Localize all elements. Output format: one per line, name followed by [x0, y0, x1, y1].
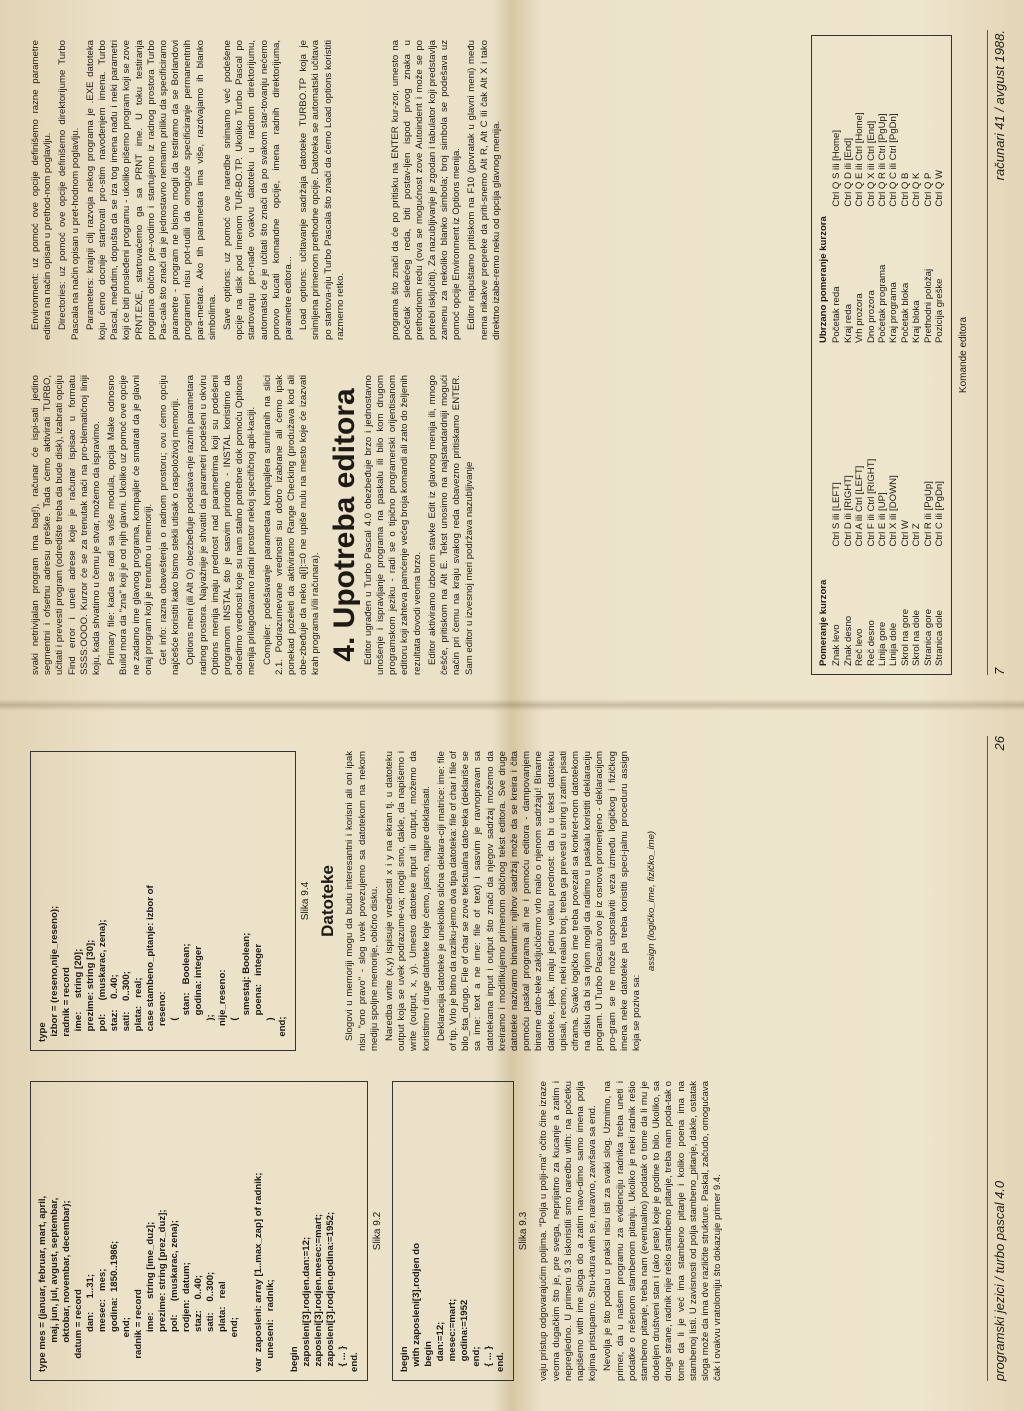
table-row: [900, 44, 911, 343]
fast-cursor-movement-table: [818, 44, 945, 343]
paragraph: Save options: uz pomoć ove naredbe snimamo već podešene opcije na disk pod imenom TUR-BO.TP. Ukoliko Turbo Pascal po startovanju pro-nađe ovakvu datoteku u radnom direktorijumu, automatski će je učitati što znači da po svakom star-tovanju nećemo ponovo kucati komandne opcije, imena radnih direktorijuma, parametre editora...: [222, 40, 295, 340]
table-row: [854, 44, 865, 343]
paragraph: Compiler: podešavanje parametara kompajlera sumiranih na slici 2.1. Podrazumevane vrednosti su dobro izabrane ali ćemo ipak ponekad poželeti da aktiviramo Range Checking (produžava kod ali obe-zbeđuje da neko a[i]:=0 ne upiše nulu na mesto koje će izazvati krah programa i/ili računara).: [261, 375, 322, 675]
key-action: Linija dole: [888, 622, 900, 666]
table-header: Pomeranje kurzora: [818, 579, 829, 666]
table-row: [934, 367, 945, 666]
right-page-column-1: [30, 375, 479, 675]
paragraph: Load options: učitavanje sadržaja datoteke TURBO.TP koja je snimljena primenom prethodne opcije. Datoteka se automatski učitava po startova-nju Turbo Pascala što znači da ćemo Load options koristiti razmerno retko.: [298, 40, 346, 340]
key-action: Reč levo: [854, 628, 866, 666]
page-number: 26: [992, 736, 1007, 751]
key-combo: Ctrl Q S ili [Home]: [831, 129, 843, 207]
paragraph: Slogovi u memoriji mogu da budu interesantni i korisni ali oni ipak nisu "ono pravo" - slog uvek povezujemo sa datotekom na nekom mediju spoljne memorije, obično disku.: [344, 751, 380, 1051]
paragraph: Options meni (ili Alt O) obezbeđuje podešava-nje raznih parametara radnog prostora. Najvažnije je shvatiti da parametri podešeni u okviru Options menija imaju prednost nad parametrima koji su podešeni programom INSTAL što je sasvim prirodno - INSTAL koristimo da odredimo vrednosti koje su nam stalno potrebne dok pomoću Options menija prilagođavamo radni prostor nekoj specifičnoj apli-kaciji.: [185, 375, 258, 675]
paragraph: Nevolja je što podaci u praksi nisu isti za svaki slog. Uzmimo, na primer, da u našem programu za evidenciju radnika treba uneti i podatke o rešenom stambenom pitanju. Ukoliko je neki radnik rešio stambeno pitanje, treba nam (eventualno) podatak o tome da li mu je dodeljen društveni stan i (ako jeste) koje je godine to bilo. Ukoliko, sa druge strane, radnik nije rešio stambeno pitanje, treba nam poda-tak o tome da li je već ima stambeno pitanje i koliko poena ima na stambenoj listi. U zavisnosti od polja stambeno_pitanje, dakle, ostatak sloga može da ima dve različite strukture. Paskal, začudo, omogućava čak i ovakvu vratolomiju što dokazuje primer 9.4.: [602, 1081, 724, 1381]
table-row: [843, 44, 854, 343]
code-listing-9-4: [30, 751, 296, 1051]
table-row: [831, 44, 842, 343]
paragraph: svaki netrivijalan program ima bag!), računar će ispi-sati jedino segmentni i ofsetnu adresu greške. Tada ćemo aktivirati TURBO, učitati i prevesti program (odredište treba da bude disk), izabrati opciju Find error i uneti adrese koje je računar ispisao u formatu SSSS:OOOO. Kurzor će se za trenutak naći na pro-blematičnoj liniji koju, kada shvatimo u čemu je stvar, možemo da ispravimo.: [30, 375, 103, 675]
issue-info: računari 41 / avgust 1988.: [992, 30, 1007, 181]
key-action: Kraj programa: [888, 282, 900, 343]
paragraph: Editor aktiviramo izborom stavke Edit iz glavnog menija ili, mnogo češće, pritiskom na Alt E. Tekst unosimo na najstandardniji mogući način pri čemu na kraju svakog reda obavezno pritiskamo ENTER. Sam editor u izvesnoj meri podržava nazubljivanje: [426, 375, 475, 675]
paragraph: vaju pristup odgovarajućim poljima. "Polja u polji-ma" očito čine izraze veoma dugačkim što je, pre svega, nepriјatno za kucanje a zatim i nepregledno. U primeru 9.3 iskoristili smo naredbu with: na početku napišemo with ime sloga do a zatim navo-dimo samo imena polja kojima pristupamo. Stru-ktura with se, naravno, završava sa end.: [538, 1081, 599, 1381]
paragraph: Directories: uz pomoć ove opcije definišemo direktorijume Turbo Pascala na način opisan u pret-hodnom poglavlju.: [57, 40, 81, 340]
key-action: Skrol na dole: [911, 610, 923, 666]
page-number: 7: [992, 667, 1007, 675]
figure-caption-editor-commands: Komande editora: [958, 316, 970, 394]
table-row: [934, 44, 945, 343]
key-action: Pozicija greške: [934, 278, 946, 343]
code-9-4: type izbor = (reseno,nije_reseno); radnik = record ime: string [20]; prezime: string [30]; pol: (muskarac, zena); staz: 0..40; sati: 0..300; plata: real; case stambeno_pitanje: izbor of reseno: ( stan: Boolean; godina: integer ); nije_reseno: ( smestaj: Boolean; poena: integer ) end;: [37, 885, 288, 1042]
key-combo: Ctrl X ili [DOWN]: [888, 475, 900, 547]
table-header: Ubrzano pomeranje kurzora: [818, 216, 829, 343]
key-combo: Ctrl Q X ili Ctrl [End]: [865, 120, 877, 207]
key-action: Linija gore: [877, 621, 889, 666]
key-combo: Ctrl Z: [911, 523, 923, 547]
footer-title: programski jezici / turbo pascal 4.0: [992, 1180, 1007, 1381]
key-action: Početak bloka: [899, 282, 911, 343]
key-action: Znak levo: [831, 624, 843, 666]
key-combo: Ctrl D ili [RIGHT]: [842, 475, 854, 547]
key-action: Početak reda: [831, 286, 843, 343]
table-row: [923, 44, 934, 343]
key-action: Početak programa: [877, 264, 889, 343]
table-row: [923, 367, 934, 666]
paragraph: Primary file: kada se radi sa više modula, opcija Make odnosno Build mora da "zna" koji je od njih glavni. Ukoliko uz pomoć ove opcije ne zadamo ime glavnog programa, kompajler će smatrati da je glavni onaj program koji je trenutno u memoriji.: [106, 375, 154, 675]
figure-caption-9-3: Slika 9.3: [518, 1211, 530, 1251]
code-listing-9-3: [392, 1081, 514, 1381]
key-combo: Ctrl Q W: [934, 169, 946, 207]
key-combo: Ctrl Q E ili Ctrl [Home]: [854, 112, 866, 207]
left-page-column-1: [30, 1081, 727, 1381]
key-combo: Ctrl Q C ili Ctrl [PgDn]: [888, 113, 900, 207]
left-page: [0, 706, 1024, 1411]
right-page: [0, 0, 1024, 705]
key-combo: Ctrl Q B: [899, 172, 911, 207]
paragraph: Deklaracija datoteke je unekoliko slična deklara-ciji matrice: ime: file of tip. Vrlo je bitno da razliku-jemo dva tipa datoteka: file of char i file of bilo_šta_drugo. File of char se zove tekstualna dato-teka (deklariše se sa ime: text a ne ime: file of text) i sasvim je ravnopravan sa datotekama input i output što znači da njegov sadržaj možemo da kreiramo i modifikujemo primenom običnog tekst editora. Sve druge datoteke nazivamo binarnim: njihov sadržaj može da se kreira i čita pomoću paskal programa ali ne i pomoću editora - dampovanjem binarne dato-teke zaključićemo vrlo malo o njenom sadržaju! Binarne datoteke, ipak, imaju jednu veliku prednost: da bi u tekst datoteku upisali, recimo, neki realan broj, treba ga prevesti u string i zatim pisati ciframa. Svako logičko ime treba povezati sa konkret-nom datotekom na disku da bi sa njom mogli da radimo u paskalu koristiti deklaraciju program. U Turbo Pascalu ovo je iz osnova promenjeno - deklaracijom pro-gram se ne može uspostaviti veza između logičkog i fizičkog imena neke datoteke pa treba koristiti speci-jalnu proceduru assign koja se poziva sa:: [435, 751, 643, 1051]
chapter-heading: 4. Upotreba editora: [327, 388, 361, 662]
figure-caption-9-2: Slika 9.2: [372, 1211, 383, 1251]
key-action: Skrol na gore: [899, 608, 911, 666]
key-action: Vrh prozora: [854, 293, 866, 343]
key-combo: Ctrl R ili [PgUp]: [922, 481, 934, 547]
paragraph: Parameters: krajnji cilj razvoja nekog programa je .EXE datoteka koju ćemo docnije startovati pro-stim navođenjem imena. Turbo Pascal, međutim, dopušta da se iza tog imena nađu i neki parametri koji će biti prosleđeni programu - ukoliko pišemo program koji se zove PRNT.EXE, startovaćemo ga sa PRNT ime. U toku testiranja programa obično pre-vodimo i startujemo iz radnog prostora Turbo Pas-cala što znači da je jednostavno nemamo priliku da specificiramo parametre - program ne bismo mogli da testiramo da se Borlandovi programeri nisu pot-rudili da omoguće specificiranje permanentnih para-metara. Ako tih parametara ima više, razdvajamo ih blanko simbolima.: [84, 40, 218, 340]
table-row: [831, 367, 842, 666]
paragraph: Naredba write (x,y) ispisuje vrednosti x i y na ekran tj. u datoteku output koja se uvek podrazume-va; mogli smo, dakle, da napišemo i write (output, x, y). Umesto datoteke input ili output, možemo da koristimo i druge datoteke koje ćemo, jasno, najpre deklarisati.: [384, 751, 432, 1051]
key-combo: Ctrl W: [899, 520, 911, 547]
table-row: [911, 44, 922, 343]
assign-syntax: assign (logičko_ime, fizičko_ime): [646, 830, 658, 972]
key-combo: Ctrl Q P: [922, 172, 934, 207]
table-row: [877, 367, 888, 666]
key-combo: Ctrl F ili Ctrl [RIGHT]: [865, 458, 877, 547]
key-combo: Ctrl S ili [LEFT]: [831, 482, 843, 547]
key-combo: Ctrl E ili [UP]: [877, 492, 889, 547]
key-action: Stranica gore: [922, 608, 934, 666]
code-9-2: type mes = (januar, februar, mart, april, maj, jun, jul, avgust, septembar, oktobar, novembar, decembar); datum = record dan: 1..31; mesec: mes; godina: 1850..1986; end; radnik = record ime: string [ime_duz]; prezime: string [prez_duz]; pol: (muskarac, zena); rodjen: datum; staz: 0..40; sati: 0..300; plata: real end; var zaposleni: array [1..max_zap] of radnik; uneseni: radnik; begin zaposleni[3].rodjen.dan:=12; zaposleni[3].rodjen.mesec:=mart; zaposleni[3].rodjen.godina:=1952; { ... } end.: [37, 1172, 360, 1372]
code-9-3: begin with zaposleni[3].rodjen do begin dan:=12; mesec:=mart; godina:=1952 end; { ... } end.: [399, 1243, 507, 1372]
table-row: [888, 367, 899, 666]
key-combo: Ctrl Q R ili Ctrl [PgUp]: [877, 113, 889, 207]
table-row: [843, 367, 854, 666]
table-row: [911, 367, 922, 666]
editor-commands-figure: [805, 35, 969, 675]
left-page-column-2: [30, 751, 661, 1051]
table-row: [900, 367, 911, 666]
paragraph: Editor napuštamo pritiskom na F10 (povratak u glavni meni) među nema nikakve prepreke da priti-snemo Alt R, Alt C ili čak Alt X i tako direktno izabe-remo neku od opcija glavnog menija.: [466, 40, 502, 340]
paragraph: programa što znači da će po pritisku na ENTER kur-zor, umesto na početak sledećeg reda, biti postav-ljen ispod prvog znaka u prethodnom redu (ova se mogućnost zove Autoindent i može se po potrebi isključiti). Za nazubljivanje je zgodan i tabulator koji predstavlja zamenu za nekoliko blanko simbola; broj simbola se podešava uz pomoć opcije Environment iz Options menija.: [390, 40, 463, 340]
key-combo: Ctrl Q D ili [End]: [842, 137, 854, 207]
editor-commands-box: [811, 35, 952, 675]
key-action: Dno prozora: [865, 290, 877, 343]
right-page-footer: [987, 30, 1010, 675]
key-combo: Ctrl A ili Ctrl [LEFT]: [854, 465, 866, 547]
cursor-movement-table: [818, 367, 945, 666]
table-row: [888, 44, 899, 343]
key-action: Stranica dole: [934, 610, 946, 666]
key-combo: Ctrl C ili [PgDn]: [934, 481, 946, 547]
left-page-footer: [987, 736, 1010, 1381]
key-combo: Ctrl Q K: [911, 172, 923, 207]
right-page-column-2: [30, 40, 506, 340]
table-row: [866, 44, 877, 343]
section-heading-datoteke: Datoteke: [318, 865, 338, 937]
table-row: [854, 367, 865, 666]
table-row: [866, 367, 877, 666]
key-action: Znak desno: [842, 615, 854, 666]
key-action: Prethodni položaj: [922, 268, 934, 343]
paragraph: Environment: uz pomoć ove opcije definišemo razne parametre editora na način opisan u prethod-nom poglavlju.: [30, 40, 54, 340]
key-action: Kraj reda: [842, 304, 854, 343]
key-action: Reč desno: [865, 620, 877, 666]
figure-caption-9-4: Slika 9.4: [300, 881, 311, 921]
key-action: Kraj bloka: [911, 300, 923, 343]
paragraph: Get info: razna obaveštenja o radnom prostoru; ovu ćemo opciju najčešće koristiti kako bismo stekli utisak o raspoloživoj memoriji.: [158, 375, 182, 675]
code-listing-9-2: [30, 1081, 368, 1381]
table-row: [877, 44, 888, 343]
paragraph: Editor ugrađen u Turbo Pascal 4.0 obezbeđuje brzo i jednostavno unošenje i ispravljanje programa na paskalu ili bilo kom drugom programskom jeziku - radi se o tipično programerski orijentisanom editoru koji zahteva pamćenje većeg broja komandi ali zato do željenih rezultata dovodi veoma brzo.: [362, 375, 423, 675]
